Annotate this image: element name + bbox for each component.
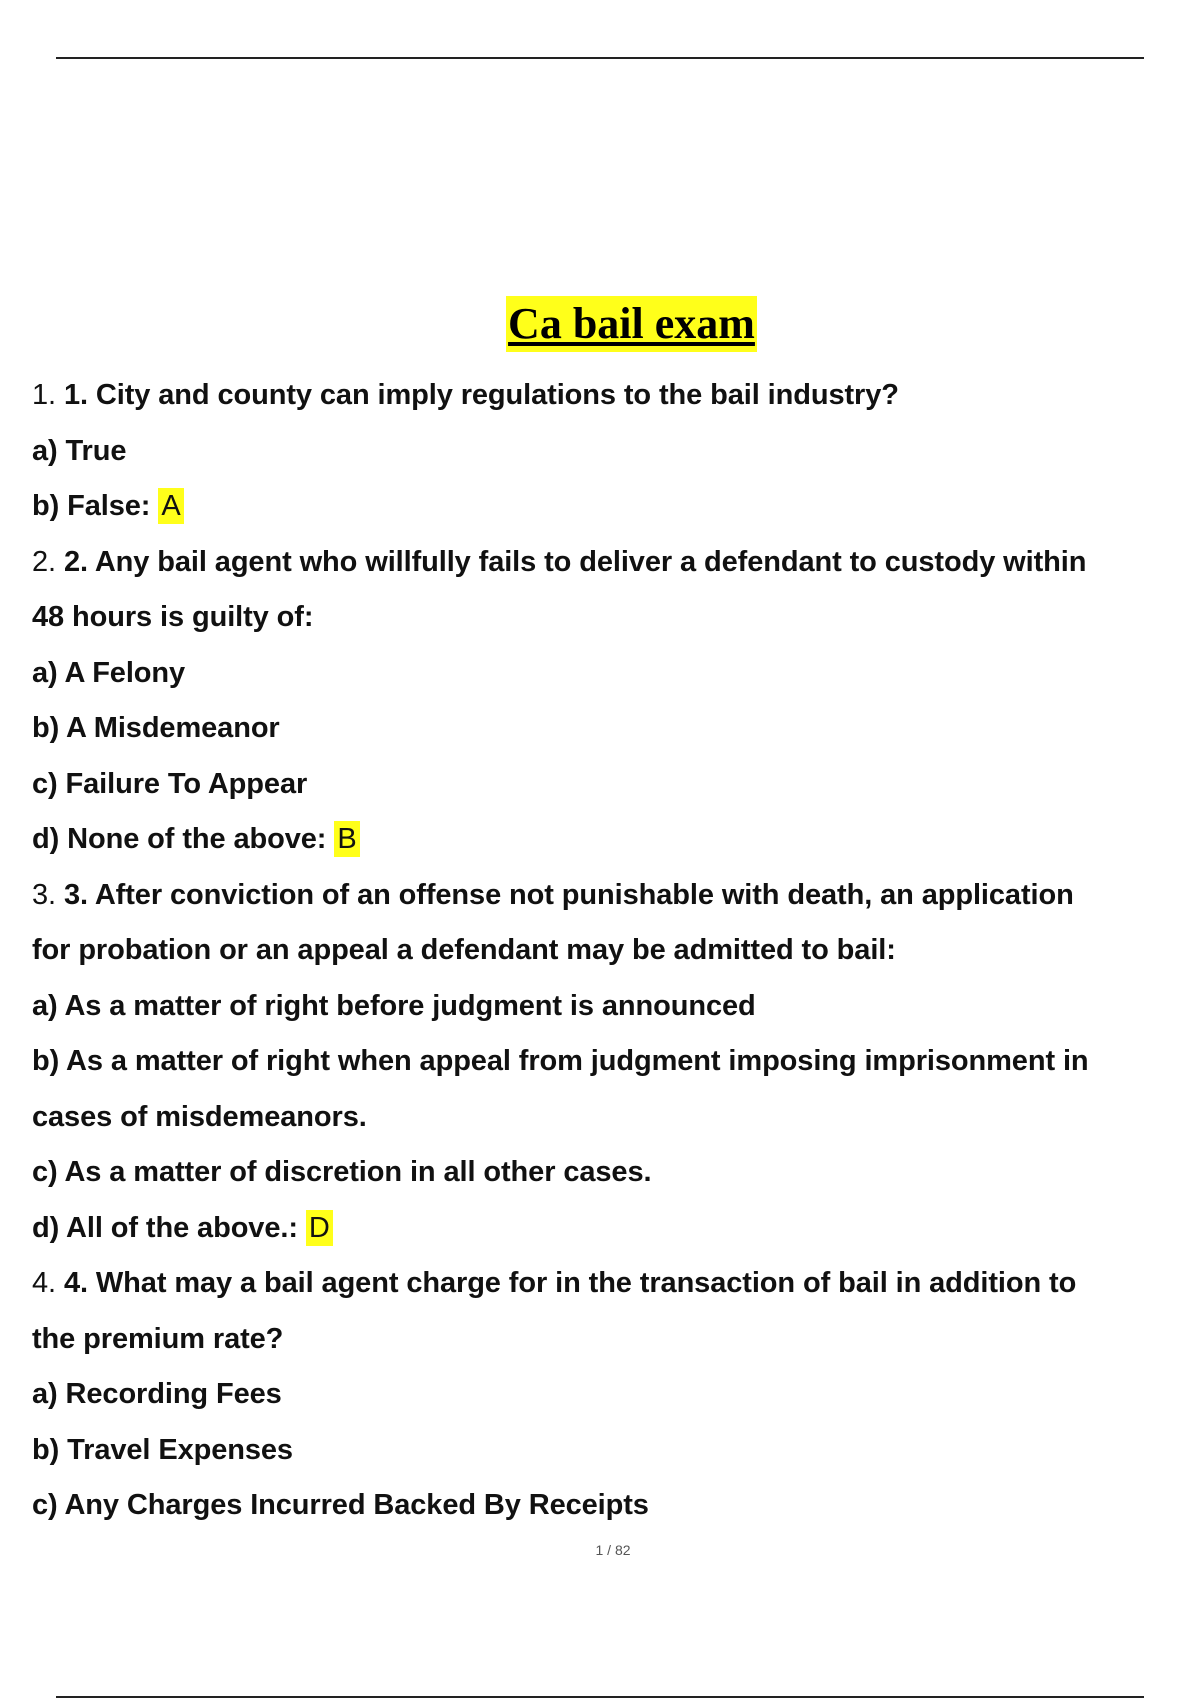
question-text: 48 hours is guilty of: xyxy=(32,601,314,633)
question-4-option-b xyxy=(32,1423,1200,1479)
option-text: c) As a matter of discretion in all other cases. xyxy=(32,1156,652,1188)
option-text: d) All of the above.: xyxy=(32,1211,298,1244)
question-3-option-c xyxy=(32,1145,1200,1201)
question-number: 2. xyxy=(32,545,56,578)
option-text: c) Failure To Appear xyxy=(32,767,308,800)
option-text: a) True xyxy=(32,434,127,467)
question-3-option-a xyxy=(32,979,1200,1035)
option-text: b) As a matter of right when appeal from judgment imposing imprisonment in xyxy=(32,1045,1089,1077)
option-text: a) As a matter of right before judgment is announced xyxy=(32,989,756,1022)
answer-highlight: D xyxy=(306,1210,333,1246)
question-text: 1. City and county can imply regulations to the bail industry? xyxy=(63,379,899,411)
question-number: 3. xyxy=(32,878,56,911)
question-3-option-b xyxy=(32,1034,1200,1090)
question-2-option-d xyxy=(32,812,1200,868)
question-3-option-b-cont xyxy=(32,1090,1200,1146)
title-block xyxy=(0,296,1200,352)
option-text: b) A Misdemeanor xyxy=(32,712,280,744)
question-4-option-a xyxy=(32,1367,1200,1423)
question-3-option-d xyxy=(32,1201,1200,1257)
answer-highlight: B xyxy=(334,821,359,857)
question-2-line-1 xyxy=(32,535,1200,591)
question-list xyxy=(32,368,1200,1534)
question-3-line-2 xyxy=(32,923,1200,979)
question-text: 3. After conviction of an offense not punishable with death, an application xyxy=(63,878,1074,911)
option-text: cases of misdemeanors. xyxy=(32,1100,367,1133)
question-text: for probation or an appeal a defendant may be admitted to bail: xyxy=(32,934,896,966)
question-4-option-c xyxy=(32,1478,1200,1534)
document-title: Ca bail exam xyxy=(506,296,757,352)
question-2-option-a xyxy=(32,646,1200,702)
question-2-option-b xyxy=(32,701,1200,757)
top-rule xyxy=(56,57,1144,59)
question-4-line-2 xyxy=(32,1312,1200,1368)
question-text: 4. What may a bail agent charge for in the transaction of bail in addition to xyxy=(63,1267,1077,1299)
page-indicator: 1 / 82 xyxy=(595,1542,631,1558)
question-2-line-2 xyxy=(32,590,1200,646)
option-text: a) A Felony xyxy=(32,656,186,689)
question-number: 4. xyxy=(32,1267,56,1299)
answer-highlight: A xyxy=(158,488,183,524)
question-1-option-b xyxy=(32,479,1200,535)
question-text: the premium rate? xyxy=(32,1322,284,1355)
question-2-option-c xyxy=(32,757,1200,813)
question-1-line-1 xyxy=(32,368,1200,424)
question-3-line-1 xyxy=(32,868,1200,924)
question-text: 2. Any bail agent who willfully fails to deliver a defendant to custody within xyxy=(63,545,1087,578)
option-text: a) Recording Fees xyxy=(32,1378,282,1410)
option-text: c) Any Charges Incurred Backed By Receipts xyxy=(32,1489,649,1521)
option-text: b) False: xyxy=(32,490,151,522)
question-4-line-1 xyxy=(32,1256,1200,1312)
question-number: 1. xyxy=(32,379,56,411)
question-1-option-a xyxy=(32,424,1200,480)
option-text: d) None of the above: xyxy=(32,823,327,855)
option-text: b) Travel Expenses xyxy=(32,1433,293,1466)
bottom-rule xyxy=(56,1696,1144,1698)
